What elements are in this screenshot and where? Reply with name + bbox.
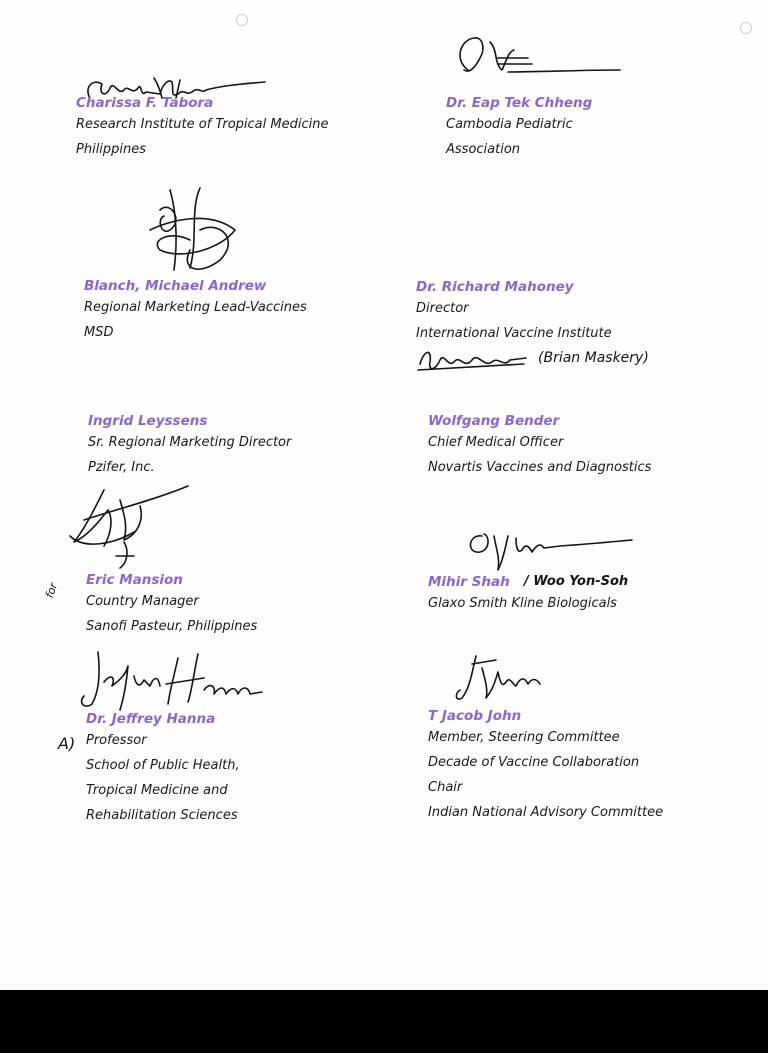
signatory-affiliation: Indian National Advisory Committee [428,805,664,820]
signatory-block [76,94,328,162]
punch-hole-top [236,14,248,26]
signatory-affiliation: Director [416,301,469,316]
signatory-block [84,277,307,345]
signatory-affiliation: Decade of Vaccine Collaboration [428,755,640,770]
punch-hole-right [740,22,752,34]
signatory-affiliation: Novartis Vaccines and Diagnostics [428,460,652,475]
signatory-affiliation: Glaxo Smith Kline Biologicals [428,596,617,611]
signatory-affiliation: Philippines [76,142,147,157]
signatory-name: Blanch, Michael Andrew [84,278,267,294]
signatory-affiliation: Chief Medical Officer [428,435,564,450]
signatory-name: Dr. Richard Mahoney [416,279,574,295]
handwritten-note: for [42,581,61,600]
scan-border [0,990,768,1053]
signatory-block [86,571,257,639]
signatory-affiliation: Cambodia Pediatric [446,117,573,132]
signatory-name: Mihir Shah [428,574,510,590]
signatory-affiliation: Tropical Medicine and [86,783,228,798]
signatory-affiliation: Sr. Regional Marketing Director [88,435,292,450]
signatory-affiliation: Professor [86,733,147,748]
signature-mahoney [414,342,534,378]
signatory-block [446,94,592,162]
signatory-block [86,710,240,828]
signatory-block [428,412,651,480]
signatory-name: Wolfgang Bender [428,413,560,429]
signature-john [452,648,562,708]
handwritten-note: / Woo Yon-Soh [524,574,629,589]
signature-shah [460,518,640,574]
handwritten-note: A) [58,734,76,753]
signatory-affiliation: Association [446,142,521,157]
signature-blanch [140,180,250,290]
signatory-affiliation: Research Institute of Tropical Medicine [76,117,329,132]
signatory-affiliation: Pzifer, Inc. [88,460,155,475]
signatory-name: Dr. Eap Tek Chheng [446,95,593,111]
signature-mansion [64,480,194,570]
signatory-name: Ingrid Leyssens [88,413,208,429]
handwritten-note: (Brian Maskery) [538,350,649,366]
signatory-affiliation: Rehabilitation Sciences [86,808,238,823]
signatory-name: Eric Mansion [86,572,183,588]
signatory-name: Charissa F. Tabora [76,95,214,111]
signatory-affiliation: MSD [84,325,114,340]
signatory-affiliation: Sanofi Pasteur, Philippines [86,619,258,634]
signatory-affiliation: School of Public Health, [86,758,240,773]
signatory-name: Dr. Jeffrey Hanna [86,711,216,727]
signatory-affiliation: Member, Steering Committee [428,730,620,745]
signatory-affiliation: Chair [428,780,463,795]
signature-chheng [450,30,630,90]
signatory-affiliation: International Vaccine Institute [416,326,612,341]
signature-hanna [70,646,270,716]
signatory-block [88,412,291,480]
signatory-affiliation: Country Manager [86,594,199,609]
signatory-affiliation: Regional Marketing Lead-Vaccines [84,300,307,315]
signatory-block [428,707,663,825]
signatory-block [416,278,612,346]
signatory-name: T Jacob John [428,708,522,724]
